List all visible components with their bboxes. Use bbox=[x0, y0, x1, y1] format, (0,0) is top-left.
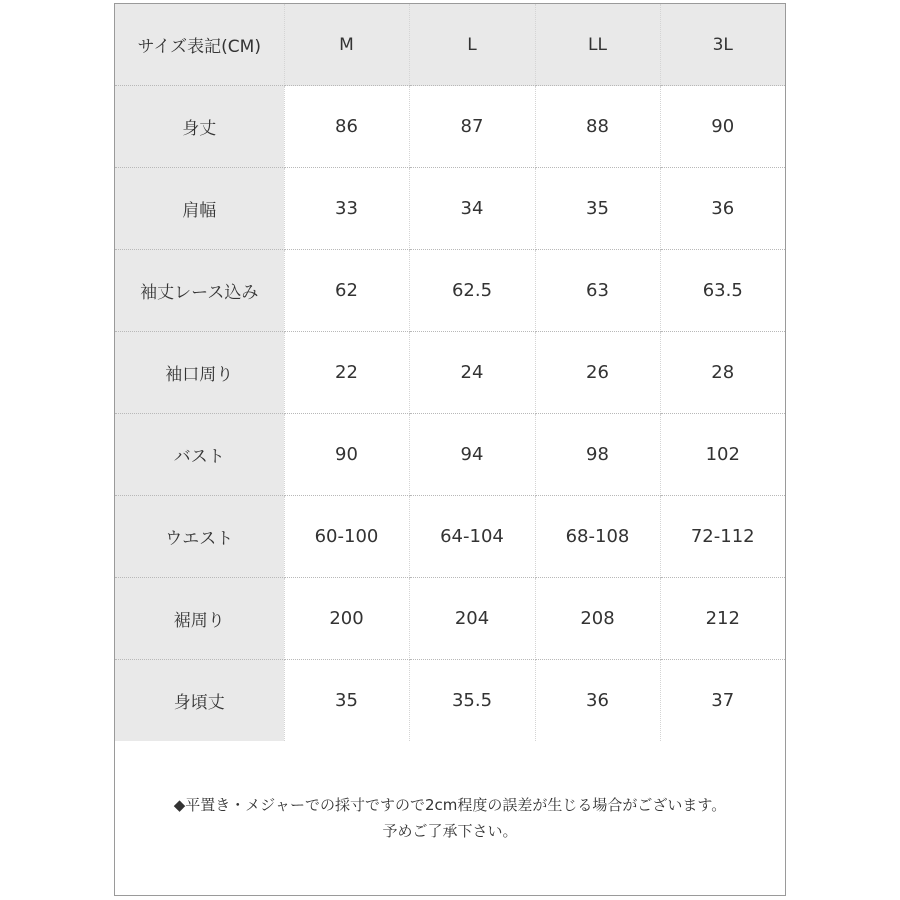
table-cell: 200 bbox=[284, 578, 409, 660]
header-size-ll: LL bbox=[535, 4, 660, 86]
table-row bbox=[115, 660, 785, 742]
table-cell: 90 bbox=[284, 414, 409, 496]
table-row bbox=[115, 414, 785, 496]
header-row bbox=[115, 4, 785, 86]
table-cell: 37 bbox=[711, 690, 735, 711]
table-cell: 63 bbox=[535, 250, 660, 332]
table-cell: 22 bbox=[284, 332, 409, 414]
table-cell: 24 bbox=[409, 332, 535, 414]
table-cell: 60-100 bbox=[284, 496, 409, 578]
header-size-l: L bbox=[409, 4, 535, 86]
table-cell: 35.5 bbox=[409, 660, 535, 742]
table-cell: 26 bbox=[535, 332, 660, 414]
table-cell: 86 bbox=[284, 86, 409, 168]
table-cell: 102 bbox=[660, 414, 785, 496]
table-cell: 87 bbox=[409, 86, 535, 168]
header-size-m: M bbox=[284, 4, 409, 86]
table-cell: 94 bbox=[409, 414, 535, 496]
header-size-3l: 3L bbox=[660, 4, 785, 86]
table-cell: 64-104 bbox=[409, 496, 535, 578]
table-cell: 68-108 bbox=[535, 496, 660, 578]
note-line-1: ◆平置き・メジャーでの採寸ですので2cm程度の誤差が生じる場合がございます。 bbox=[173, 796, 727, 814]
table-cell: 212 bbox=[660, 578, 785, 660]
row-label: ウエスト bbox=[115, 496, 284, 578]
note-line-2: 予めご了承下さい。 bbox=[382, 822, 518, 840]
row-label: 袖口周り bbox=[115, 332, 284, 414]
table-cell: 35 bbox=[284, 660, 409, 742]
table-cell: 63.5 bbox=[660, 250, 785, 332]
row-label: 身頃丈 bbox=[115, 660, 284, 742]
table-cell: 88 bbox=[535, 86, 660, 168]
table-cell: 33 bbox=[284, 168, 409, 250]
table-row bbox=[115, 578, 785, 660]
table-cell: 208 bbox=[535, 578, 660, 660]
table-row bbox=[115, 86, 785, 168]
table-row bbox=[115, 250, 785, 332]
header-size-label: サイズ表記(CM) bbox=[115, 4, 284, 86]
table-cell: 34 bbox=[409, 168, 535, 250]
table-cell: 36 bbox=[535, 660, 660, 742]
table-cell: 204 bbox=[409, 578, 535, 660]
row-label: 袖丈レース込み bbox=[115, 250, 284, 332]
table-cell: 62 bbox=[284, 250, 409, 332]
table-cell: 72-112 bbox=[660, 496, 785, 578]
table-cell: 62.5 bbox=[409, 250, 535, 332]
table-cell: 35 bbox=[535, 168, 660, 250]
row-label: バスト bbox=[115, 414, 284, 496]
table-cell: 90 bbox=[660, 86, 785, 168]
row-label: 肩幅 bbox=[115, 168, 284, 250]
row-label: 裾周り bbox=[115, 578, 284, 660]
table-cell: 98 bbox=[535, 414, 660, 496]
table-row bbox=[115, 332, 785, 414]
table-row bbox=[115, 496, 785, 578]
measurement-note bbox=[115, 792, 785, 844]
row-label: 身丈 bbox=[115, 86, 284, 168]
size-table bbox=[115, 4, 785, 741]
table-row bbox=[115, 168, 785, 250]
size-chart-frame bbox=[114, 3, 786, 896]
table-cell: 36 bbox=[660, 168, 785, 250]
table-cell: 28 bbox=[660, 332, 785, 414]
